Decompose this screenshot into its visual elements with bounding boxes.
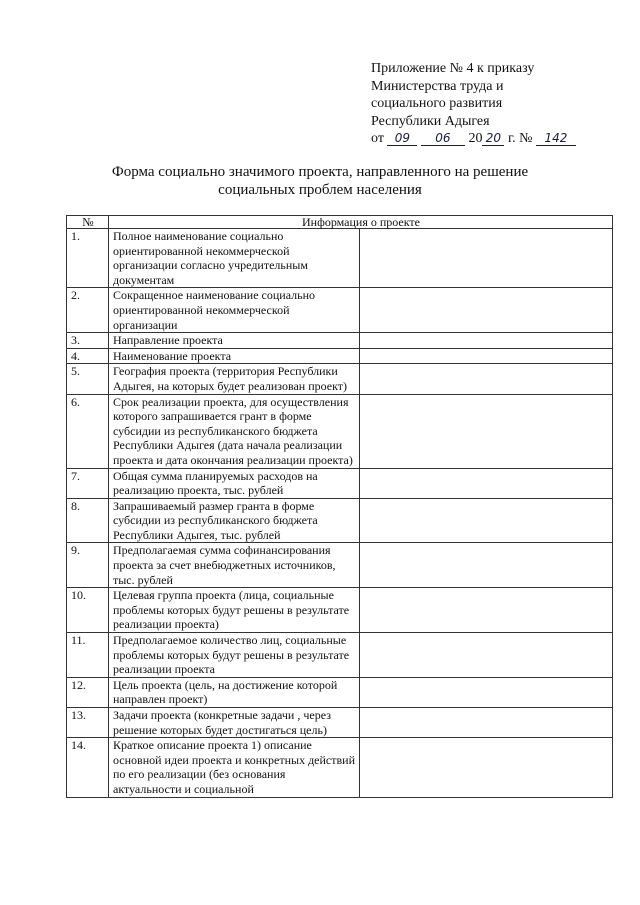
row-field-value[interactable] [360,543,613,588]
row-field-name: Наименование проекта [109,348,360,364]
handwritten-year: 20 [482,131,504,146]
column-number-header: № [67,216,109,229]
row-number: 12. [67,677,109,707]
table-row [67,543,613,588]
row-field-value[interactable] [360,588,613,633]
table-row [67,738,613,797]
row-field-value[interactable] [360,394,613,468]
row-field-name: География проекта (территория Республики Адыгея, на которых будет реализован проект) [109,364,360,394]
row-number: 9. [67,543,109,588]
ministry-line-2: социального развития [371,96,503,111]
handwritten-day: 09 [387,131,417,146]
row-field-name: Полное наименование социально ориентированной некоммерческой организации согласно учредительным документам [109,229,360,288]
row-field-value[interactable] [360,333,613,349]
order-number-prefix: г. № [507,131,533,146]
row-number: 7. [67,468,109,498]
table-header-row [67,216,613,229]
table-row [67,229,613,288]
date-prefix: от [371,131,384,146]
row-field-name: Задачи проекта (конкретные задачи , через решение которых будет достигаться цель) [109,708,360,738]
row-field-name: Целевая группа проекта (лица, социальные проблемы которых будут решены в результате реализации проекта) [109,588,360,633]
republic-line: Республики Адыгея [371,113,490,129]
row-field-name: Сокращенное наименование социально ориентированной некоммерческой организации [109,288,360,333]
row-number: 11. [67,633,109,678]
row-number: 10. [67,588,109,633]
table-row [67,633,613,678]
title-line-1: Форма социально значимого проекта, направленного на решение [111,164,529,180]
row-field-name: Цель проекта (цель, на достижение которой направлен проект) [109,677,360,707]
title-line-2: социальных проблем населения [218,182,422,198]
row-number: 8. [67,498,109,543]
row-field-value[interactable] [360,708,613,738]
table-row [67,394,613,468]
row-field-name: Запрашиваемый размер гранта в форме субсидии из республиканского бюджета Республики Адыгея, тыс. рублей [109,498,360,543]
order-date-line [371,130,631,148]
table-row [67,677,613,707]
row-field-value[interactable] [360,288,613,333]
table-row [67,348,613,364]
row-number: 3. [67,333,109,349]
row-field-name: Предполагаемая сумма софинансирования проекта за счет внебюджетных источников, тыс. рублей [109,543,360,588]
row-number: 1. [67,229,109,288]
handwritten-order-number: 142 [536,131,576,146]
row-field-value[interactable] [360,229,613,288]
row-field-value[interactable] [360,677,613,707]
row-field-value[interactable] [360,498,613,543]
row-field-value[interactable] [360,633,613,678]
ministry-line: Министерства труда и [371,78,504,94]
row-field-value[interactable] [360,738,613,797]
row-number: 4. [67,348,109,364]
row-field-name: Краткое описание проекта 1) описание основной идеи проекта и конкретных действий по его реализации (без основания актуальности и социальной [109,738,360,797]
table-row [67,468,613,498]
table-row [67,288,613,333]
row-field-name: Предполагаемое количество лиц, социальные проблемы которых будут решены в результате реализации проекта [109,633,360,678]
project-info-table [66,215,613,798]
row-field-name: Направление проекта [109,333,360,349]
year-prefix: 20 [468,131,483,146]
row-field-name: Срок реализации проекта, для осуществления которого запрашивается грант в форме субсидии из республиканского бюджета Республики Адыгея (дата начала реализации проекта и дата окончания реализации проекта) [109,394,360,468]
form-title [0,163,640,199]
row-number: 14. [67,738,109,797]
column-info-header: Информация о проекте [109,216,613,229]
order-header [371,60,631,148]
row-number: 5. [67,364,109,394]
table-row [67,498,613,543]
handwritten-month: 06 [421,131,465,146]
table-row [67,708,613,738]
table-row [67,588,613,633]
row-number: 13. [67,708,109,738]
row-field-value[interactable] [360,468,613,498]
row-field-name: Общая сумма планируемых расходов на реализацию проекта, тыс. рублей [109,468,360,498]
appendix-line: Приложение № 4 к приказу [371,61,535,76]
row-number: 6. [67,394,109,468]
row-field-value[interactable] [360,364,613,394]
table-row [67,364,613,394]
row-number: 2. [67,288,109,333]
table-row [67,333,613,349]
row-field-value[interactable] [360,348,613,364]
